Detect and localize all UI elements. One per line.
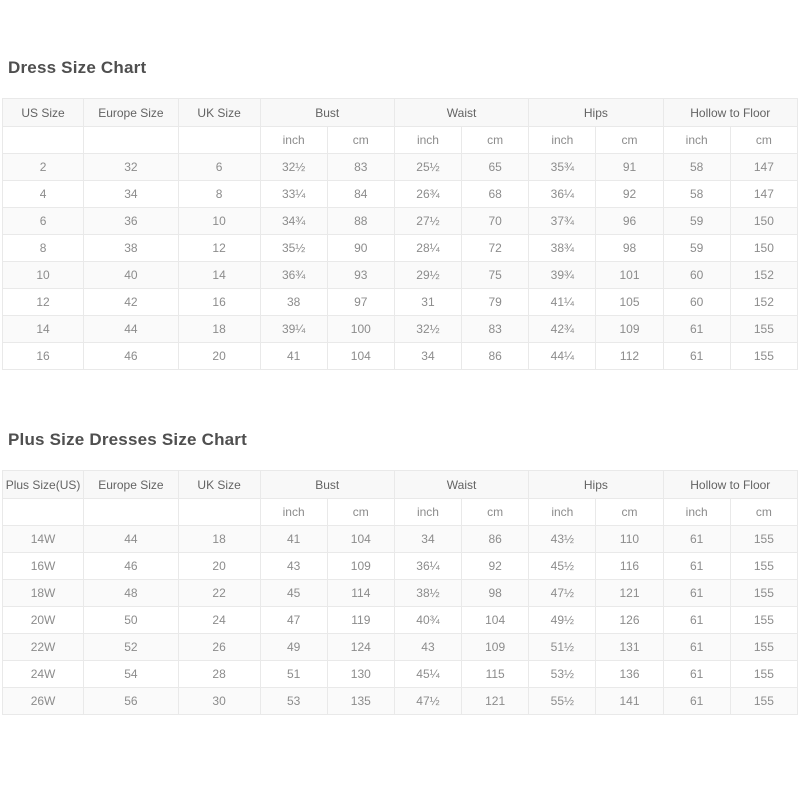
plus-size-table bbox=[2, 470, 798, 715]
cell: 109 bbox=[596, 316, 663, 343]
table-row bbox=[3, 634, 798, 661]
cell: 54 bbox=[84, 661, 179, 688]
cell: 152 bbox=[730, 262, 797, 289]
table-row bbox=[3, 661, 798, 688]
cell: 47½ bbox=[529, 580, 596, 607]
cell: 25½ bbox=[394, 154, 461, 181]
cell: 119 bbox=[327, 607, 394, 634]
cell: 48 bbox=[84, 580, 179, 607]
cell: 43 bbox=[394, 634, 461, 661]
cell: 39¾ bbox=[529, 262, 596, 289]
cell: 79 bbox=[462, 289, 529, 316]
plus-size-chart-section bbox=[2, 370, 798, 715]
cell: 45 bbox=[260, 580, 327, 607]
cell: 38¾ bbox=[529, 235, 596, 262]
cell: 93 bbox=[327, 262, 394, 289]
cell: 43½ bbox=[529, 526, 596, 553]
empty-header-cell bbox=[178, 127, 260, 154]
cell: 61 bbox=[663, 553, 730, 580]
table-row bbox=[3, 208, 798, 235]
cell: 92 bbox=[596, 181, 663, 208]
cell: 29½ bbox=[394, 262, 461, 289]
column-header: Plus Size(US) bbox=[3, 471, 84, 499]
cell: 42¾ bbox=[529, 316, 596, 343]
cell: 40¾ bbox=[394, 607, 461, 634]
cell: 155 bbox=[730, 316, 797, 343]
cell: 61 bbox=[663, 634, 730, 661]
unit-header: inch bbox=[260, 127, 327, 154]
column-header: Hollow to Floor bbox=[663, 99, 797, 127]
cell: 59 bbox=[663, 235, 730, 262]
cell: 34 bbox=[84, 181, 179, 208]
table-row bbox=[3, 154, 798, 181]
cell: 46 bbox=[84, 553, 179, 580]
cell: 18 bbox=[178, 316, 260, 343]
cell: 10 bbox=[3, 262, 84, 289]
cell: 116 bbox=[596, 553, 663, 580]
cell: 20 bbox=[178, 343, 260, 370]
cell: 36¼ bbox=[529, 181, 596, 208]
cell: 32½ bbox=[394, 316, 461, 343]
cell: 38 bbox=[260, 289, 327, 316]
cell: 155 bbox=[730, 607, 797, 634]
cell: 55½ bbox=[529, 688, 596, 715]
cell: 101 bbox=[596, 262, 663, 289]
cell: 52 bbox=[84, 634, 179, 661]
cell: 155 bbox=[730, 580, 797, 607]
cell: 14W bbox=[3, 526, 84, 553]
cell: 83 bbox=[462, 316, 529, 343]
cell: 24W bbox=[3, 661, 84, 688]
cell: 37¾ bbox=[529, 208, 596, 235]
cell: 61 bbox=[663, 343, 730, 370]
table-row bbox=[3, 607, 798, 634]
cell: 20 bbox=[178, 553, 260, 580]
cell: 84 bbox=[327, 181, 394, 208]
cell: 53½ bbox=[529, 661, 596, 688]
cell: 36¼ bbox=[394, 553, 461, 580]
column-header: Hips bbox=[529, 471, 663, 499]
column-header: Hips bbox=[529, 99, 663, 127]
table-row bbox=[3, 688, 798, 715]
table-row bbox=[3, 289, 798, 316]
cell: 12 bbox=[178, 235, 260, 262]
table-row bbox=[3, 316, 798, 343]
cell: 91 bbox=[596, 154, 663, 181]
cell: 150 bbox=[730, 208, 797, 235]
table-row bbox=[3, 262, 798, 289]
cell: 41 bbox=[260, 526, 327, 553]
cell: 126 bbox=[596, 607, 663, 634]
table-row bbox=[3, 235, 798, 262]
unit-header: inch bbox=[394, 499, 461, 526]
cell: 75 bbox=[462, 262, 529, 289]
cell: 50 bbox=[84, 607, 179, 634]
cell: 60 bbox=[663, 289, 730, 316]
cell: 147 bbox=[730, 181, 797, 208]
cell: 100 bbox=[327, 316, 394, 343]
unit-header-row bbox=[3, 127, 798, 154]
cell: 35½ bbox=[260, 235, 327, 262]
column-header: US Size bbox=[3, 99, 84, 127]
cell: 110 bbox=[596, 526, 663, 553]
cell: 30 bbox=[178, 688, 260, 715]
cell: 68 bbox=[462, 181, 529, 208]
cell: 58 bbox=[663, 154, 730, 181]
cell: 39¼ bbox=[260, 316, 327, 343]
cell: 14 bbox=[178, 262, 260, 289]
cell: 26¾ bbox=[394, 181, 461, 208]
cell: 83 bbox=[327, 154, 394, 181]
cell: 109 bbox=[327, 553, 394, 580]
cell: 4 bbox=[3, 181, 84, 208]
empty-header-cell bbox=[3, 127, 84, 154]
cell: 51 bbox=[260, 661, 327, 688]
page bbox=[2, 0, 798, 715]
cell: 34 bbox=[394, 343, 461, 370]
cell: 121 bbox=[596, 580, 663, 607]
cell: 104 bbox=[327, 526, 394, 553]
cell: 49 bbox=[260, 634, 327, 661]
cell: 155 bbox=[730, 553, 797, 580]
column-header: Europe Size bbox=[84, 471, 179, 499]
cell: 38½ bbox=[394, 580, 461, 607]
cell: 124 bbox=[327, 634, 394, 661]
cell: 105 bbox=[596, 289, 663, 316]
cell: 135 bbox=[327, 688, 394, 715]
unit-header: cm bbox=[327, 499, 394, 526]
cell: 35¾ bbox=[529, 154, 596, 181]
cell: 147 bbox=[730, 154, 797, 181]
cell: 44 bbox=[84, 526, 179, 553]
cell: 90 bbox=[327, 235, 394, 262]
cell: 136 bbox=[596, 661, 663, 688]
unit-header: inch bbox=[529, 499, 596, 526]
cell: 61 bbox=[663, 661, 730, 688]
cell: 61 bbox=[663, 316, 730, 343]
cell: 104 bbox=[327, 343, 394, 370]
cell: 26 bbox=[178, 634, 260, 661]
cell: 61 bbox=[663, 688, 730, 715]
cell: 49½ bbox=[529, 607, 596, 634]
cell: 22 bbox=[178, 580, 260, 607]
table-row bbox=[3, 580, 798, 607]
dress-size-chart-title: Dress Size Chart bbox=[8, 58, 147, 77]
cell: 14 bbox=[3, 316, 84, 343]
cell: 109 bbox=[462, 634, 529, 661]
cell: 65 bbox=[462, 154, 529, 181]
unit-header: cm bbox=[596, 499, 663, 526]
cell: 61 bbox=[663, 580, 730, 607]
cell: 96 bbox=[596, 208, 663, 235]
unit-header: inch bbox=[260, 499, 327, 526]
table-row bbox=[3, 526, 798, 553]
column-header: Bust bbox=[260, 471, 394, 499]
cell: 8 bbox=[3, 235, 84, 262]
cell: 141 bbox=[596, 688, 663, 715]
cell: 46 bbox=[84, 343, 179, 370]
column-header: Europe Size bbox=[84, 99, 179, 127]
unit-header-row bbox=[3, 499, 798, 526]
unit-header: inch bbox=[529, 127, 596, 154]
cell: 10 bbox=[178, 208, 260, 235]
cell: 28¼ bbox=[394, 235, 461, 262]
cell: 59 bbox=[663, 208, 730, 235]
cell: 47½ bbox=[394, 688, 461, 715]
cell: 45¼ bbox=[394, 661, 461, 688]
cell: 2 bbox=[3, 154, 84, 181]
unit-header: cm bbox=[327, 127, 394, 154]
column-header: Waist bbox=[394, 471, 528, 499]
column-header: Waist bbox=[394, 99, 528, 127]
unit-header: cm bbox=[730, 127, 797, 154]
cell: 6 bbox=[3, 208, 84, 235]
table-row bbox=[3, 553, 798, 580]
cell: 104 bbox=[462, 607, 529, 634]
cell: 61 bbox=[663, 526, 730, 553]
cell: 43 bbox=[260, 553, 327, 580]
cell: 27½ bbox=[394, 208, 461, 235]
cell: 16 bbox=[3, 343, 84, 370]
cell: 155 bbox=[730, 688, 797, 715]
cell: 53 bbox=[260, 688, 327, 715]
unit-header: inch bbox=[394, 127, 461, 154]
cell: 28 bbox=[178, 661, 260, 688]
cell: 51½ bbox=[529, 634, 596, 661]
cell: 97 bbox=[327, 289, 394, 316]
cell: 92 bbox=[462, 553, 529, 580]
cell: 12 bbox=[3, 289, 84, 316]
cell: 131 bbox=[596, 634, 663, 661]
unit-header: inch bbox=[663, 499, 730, 526]
cell: 36 bbox=[84, 208, 179, 235]
unit-header: cm bbox=[462, 127, 529, 154]
cell: 98 bbox=[596, 235, 663, 262]
cell: 86 bbox=[462, 526, 529, 553]
unit-header: cm bbox=[596, 127, 663, 154]
cell: 33¼ bbox=[260, 181, 327, 208]
cell: 70 bbox=[462, 208, 529, 235]
cell: 38 bbox=[84, 235, 179, 262]
cell: 72 bbox=[462, 235, 529, 262]
table-header bbox=[3, 99, 798, 154]
cell: 98 bbox=[462, 580, 529, 607]
cell: 115 bbox=[462, 661, 529, 688]
cell: 16 bbox=[178, 289, 260, 316]
cell: 18 bbox=[178, 526, 260, 553]
dress-size-chart-section bbox=[2, 0, 798, 370]
cell: 31 bbox=[394, 289, 461, 316]
cell: 155 bbox=[730, 634, 797, 661]
cell: 155 bbox=[730, 526, 797, 553]
empty-header-cell bbox=[178, 499, 260, 526]
cell: 88 bbox=[327, 208, 394, 235]
cell: 26W bbox=[3, 688, 84, 715]
unit-header: cm bbox=[730, 499, 797, 526]
cell: 18W bbox=[3, 580, 84, 607]
column-header: Bust bbox=[260, 99, 394, 127]
cell: 86 bbox=[462, 343, 529, 370]
table-row bbox=[3, 343, 798, 370]
column-header: UK Size bbox=[178, 471, 260, 499]
cell: 44 bbox=[84, 316, 179, 343]
table-header bbox=[3, 471, 798, 526]
cell: 60 bbox=[663, 262, 730, 289]
column-header: Hollow to Floor bbox=[663, 471, 797, 499]
cell: 41 bbox=[260, 343, 327, 370]
unit-header: cm bbox=[462, 499, 529, 526]
cell: 45½ bbox=[529, 553, 596, 580]
cell: 20W bbox=[3, 607, 84, 634]
cell: 152 bbox=[730, 289, 797, 316]
cell: 114 bbox=[327, 580, 394, 607]
empty-header-cell bbox=[3, 499, 84, 526]
cell: 32½ bbox=[260, 154, 327, 181]
cell: 24 bbox=[178, 607, 260, 634]
group-header-row bbox=[3, 99, 798, 127]
cell: 155 bbox=[730, 661, 797, 688]
dress-size-table bbox=[2, 98, 798, 370]
table-body bbox=[3, 526, 798, 715]
unit-header: inch bbox=[663, 127, 730, 154]
cell: 150 bbox=[730, 235, 797, 262]
cell: 16W bbox=[3, 553, 84, 580]
cell: 155 bbox=[730, 343, 797, 370]
empty-header-cell bbox=[84, 127, 179, 154]
cell: 8 bbox=[178, 181, 260, 208]
cell: 32 bbox=[84, 154, 179, 181]
plus-size-chart-title: Plus Size Dresses Size Chart bbox=[8, 430, 247, 449]
table-row bbox=[3, 181, 798, 208]
cell: 121 bbox=[462, 688, 529, 715]
table-body bbox=[3, 154, 798, 370]
cell: 112 bbox=[596, 343, 663, 370]
cell: 42 bbox=[84, 289, 179, 316]
column-header: UK Size bbox=[178, 99, 260, 127]
group-header-row bbox=[3, 471, 798, 499]
cell: 130 bbox=[327, 661, 394, 688]
cell: 41¼ bbox=[529, 289, 596, 316]
cell: 22W bbox=[3, 634, 84, 661]
empty-header-cell bbox=[84, 499, 179, 526]
cell: 58 bbox=[663, 181, 730, 208]
cell: 34¾ bbox=[260, 208, 327, 235]
cell: 34 bbox=[394, 526, 461, 553]
cell: 47 bbox=[260, 607, 327, 634]
cell: 44¼ bbox=[529, 343, 596, 370]
cell: 61 bbox=[663, 607, 730, 634]
cell: 40 bbox=[84, 262, 179, 289]
cell: 6 bbox=[178, 154, 260, 181]
cell: 36¾ bbox=[260, 262, 327, 289]
cell: 56 bbox=[84, 688, 179, 715]
